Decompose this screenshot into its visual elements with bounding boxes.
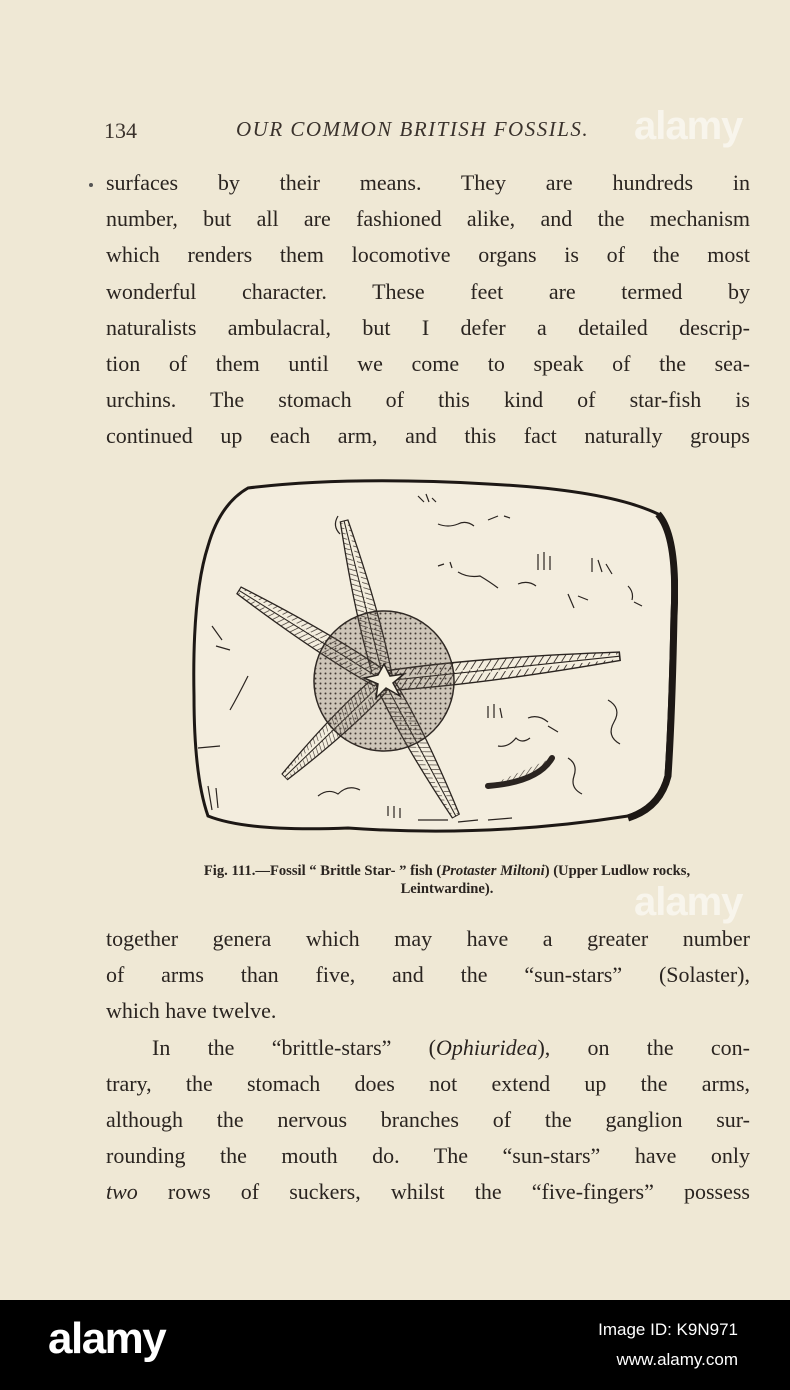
caption-text: —Fossil “ Brittle Star- ” fish ( [255, 863, 442, 879]
text-line: wonderful character. These feet are termed by [106, 278, 750, 304]
taxon-name: Ophiuridea [436, 1034, 538, 1060]
text-line: of arms than five, and the “sun-stars” (Solaster), [106, 962, 750, 988]
caption-text: ) (Upper Ludlow rocks, [544, 863, 691, 879]
emphasis-word: two [106, 1179, 138, 1205]
paragraph-bottom [106, 921, 750, 1211]
text-line: together genera which may have a greater number [106, 926, 750, 951]
image-id: Image ID: K9N971 [598, 1320, 738, 1339]
species-name: Protaster Miltoni [441, 863, 545, 879]
text-line: surfaces by their means. They are hundreds in [106, 170, 750, 195]
text-line: rounding the mouth do. The “sun-stars” have only [106, 1143, 750, 1169]
watermark-mid: alamy [634, 880, 743, 924]
page-number: 134 [104, 118, 137, 143]
caption-line-1 [126, 862, 768, 880]
text-line: which renders them locomotive organs is of the most [106, 242, 750, 268]
text-line [106, 1030, 750, 1066]
text-line: naturalists ambulacral, but I defer a detailed descrip- [106, 314, 750, 340]
paragraph-top [106, 165, 750, 455]
margin-dot [89, 183, 93, 187]
text-line: trary, the stomach does not extend up the arms, [106, 1070, 750, 1096]
figure-number: Fig. 111. [203, 863, 256, 879]
caption-line-2: Leintwardine). [400, 881, 494, 897]
text-line [106, 1174, 750, 1210]
text-line: which have twelve. [106, 998, 277, 1024]
text-line: number, but all are fashioned alike, and the mechanism [106, 206, 750, 232]
watermark-top: alamy [634, 104, 743, 148]
alamy-logo[interactable]: alamy [48, 1314, 166, 1363]
text-line: although the nervous branches of the ganglion sur- [106, 1106, 750, 1132]
fossil-illustration [188, 476, 678, 848]
stock-footer-bar [0, 1300, 790, 1390]
text-line: tion of them until we come to speak of the sea- [106, 350, 750, 376]
text-run: ), on the con- [537, 1034, 750, 1060]
text-run: rows of suckers, whilst the “five-fingers” possess [137, 1179, 750, 1205]
text-run: In the “brittle-stars” ( [152, 1034, 436, 1060]
running-title: OUR COMMON BRITISH FOSSILS. [236, 117, 590, 141]
site-url[interactable]: www.alamy.com [616, 1350, 738, 1369]
text-line: urchins. The stomach of this kind of star-fish is [106, 387, 750, 413]
brittle-star-engraving [188, 476, 678, 848]
text-line: continued up each arm, and this fact naturally groups [106, 423, 750, 449]
